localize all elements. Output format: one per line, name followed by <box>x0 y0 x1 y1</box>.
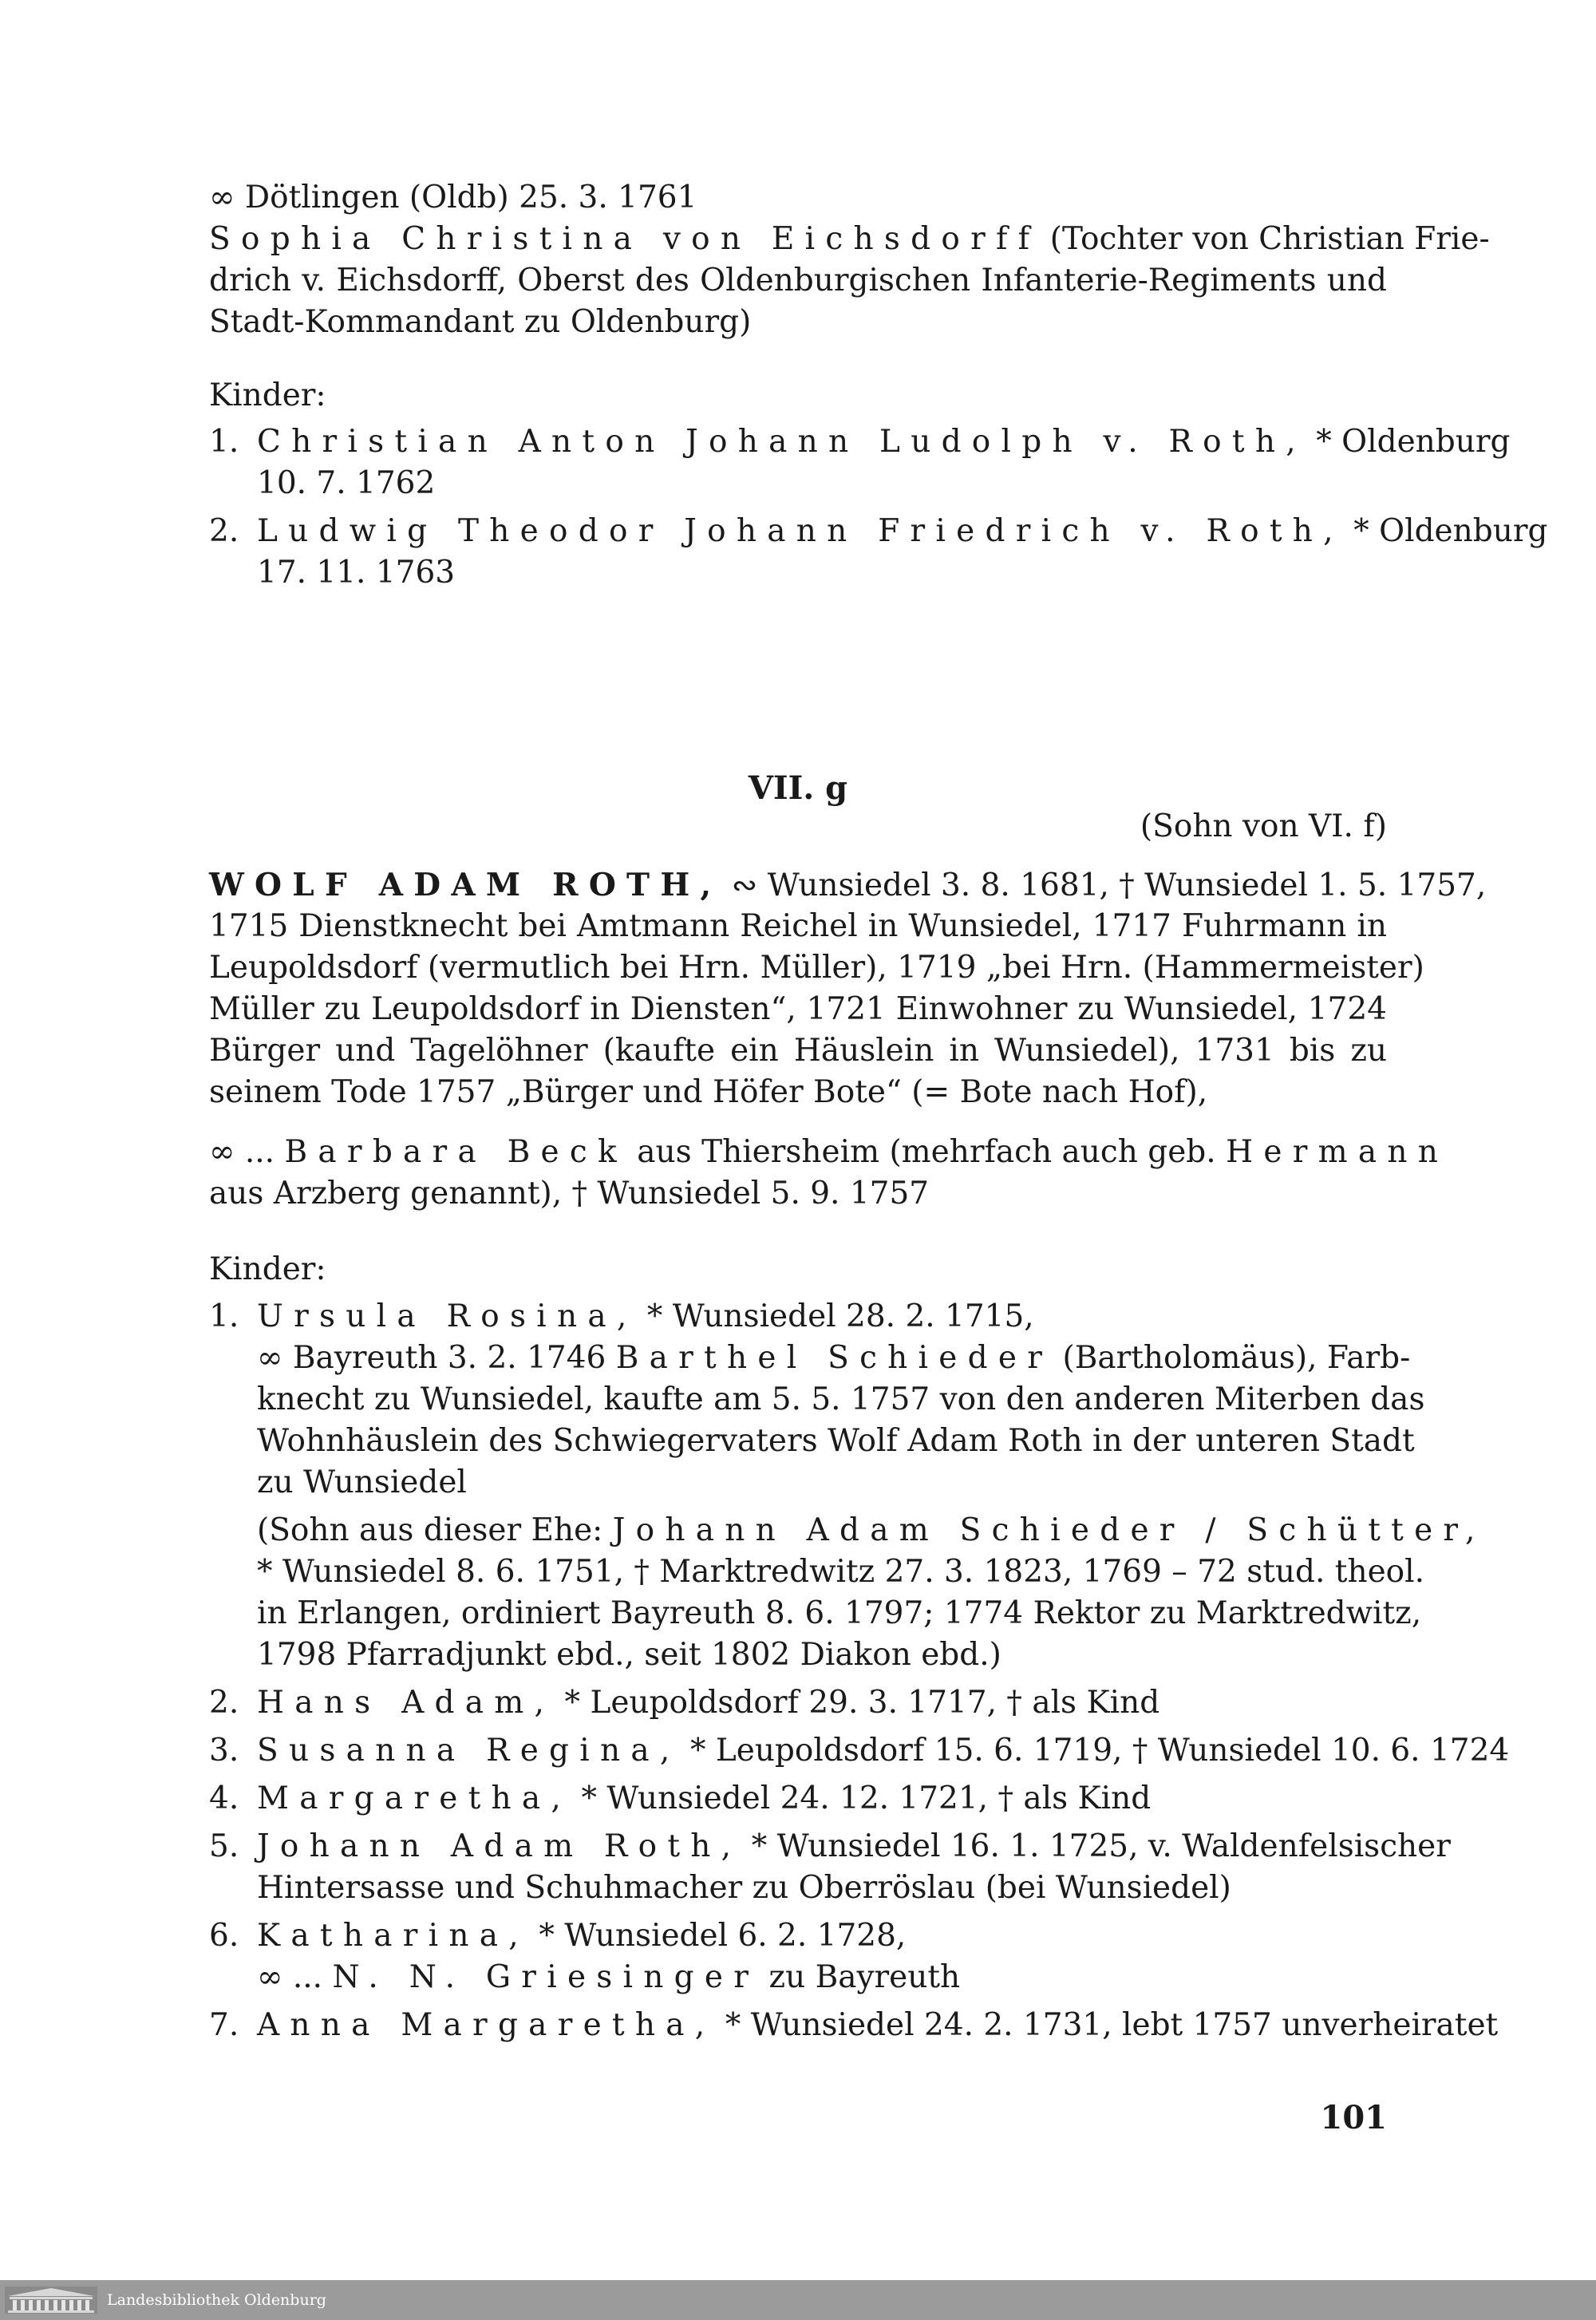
section-heading: VII. g <box>748 769 848 807</box>
spouse-detail: (Bartholomäus), Farb- <box>1053 1340 1411 1376</box>
marriage-prefix: ∞ Bayreuth 3. 2. 1746 <box>257 1340 616 1376</box>
spouse-name: Barbara Beck <box>284 1134 627 1170</box>
item-number: 4. <box>209 1781 239 1816</box>
spouse-detail: zu Bayreuth <box>759 1959 961 1995</box>
son-note-line <box>257 1510 1486 1551</box>
spouse-detail: (Tochter von Christian Frie- <box>1040 221 1490 257</box>
list-item-continuation: zu Wunsiedel <box>257 1464 467 1500</box>
child-detail: * Oldenburg <box>1343 513 1548 549</box>
spouse-name: N. N. Griesinger <box>332 1959 760 1995</box>
child-detail: * Oldenburg <box>1306 424 1511 460</box>
list-item <box>209 2005 1499 2046</box>
list-item-continuation <box>257 1957 1387 1998</box>
person-detail: ∾ Wunsiedel 3. 8. 1681, † Wunsiedel 1. 5. 1757, <box>721 868 1487 903</box>
list-item-continuation <box>257 1338 1411 1379</box>
footer-library-name: Landesbibliothek Oldenburg <box>107 2291 326 2309</box>
item-number: 1. <box>209 1298 239 1334</box>
son-name: Johann Adam Schieder / Schütter, <box>612 1512 1486 1548</box>
child-detail: * Wunsiedel 16. 1. 1725, v. Waldenfelsischer <box>741 1828 1451 1864</box>
item-number: 2. <box>209 513 239 549</box>
spouse-name: Barthel Schieder <box>615 1340 1053 1376</box>
text-line: drich v. Eichsdorff, Oberst des Oldenburgischen Infanterie-Regiments und <box>209 263 1387 298</box>
child-name: Margaretha, <box>257 1781 572 1816</box>
child-name: Johann Adam Roth, <box>257 1828 742 1864</box>
page-number: 101 <box>1320 2099 1387 2136</box>
text-line: seinem Tode 1757 „Bürger und Höfer Bote“ (= Bote nach Hof), <box>209 1074 1208 1110</box>
footer-bar <box>0 2280 1596 2320</box>
list-item <box>209 1915 1387 1957</box>
child-name: Hans Adam, <box>257 1685 555 1721</box>
text-line: 1715 Dienstknecht bei Amtmann Reichel in Wunsiedel, 1717 Fuhrmann in <box>209 908 1387 944</box>
child-name: Katharina, <box>257 1918 529 1954</box>
child-name: Susanna Regina, <box>257 1733 681 1769</box>
child-name: Ursula Rosina, <box>257 1298 638 1334</box>
library-building-icon <box>5 2286 97 2314</box>
item-number: 1. <box>209 424 239 460</box>
child-name: Christian Anton Johann Ludolph v. Roth, <box>257 424 1306 460</box>
item-number: 2. <box>209 1685 239 1721</box>
son-note-line: in Erlangen, ordiniert Bayreuth 8. 6. 1797; 1774 Rektor zu Marktredwitz, <box>257 1595 1422 1631</box>
spouse-name: Sophia Christina von Eichsdorff <box>209 221 1041 257</box>
child-detail: * Leupoldsdorf 29. 3. 1717, † als Kind <box>555 1685 1160 1721</box>
list-item-continuation: knecht zu Wunsiedel, kaufte am 5. 5. 1757 von den anderen Miterben das <box>257 1381 1425 1417</box>
child-detail: * Wunsiedel 24. 2. 1731, lebt 1757 unverheiratet <box>715 2007 1499 2043</box>
list-item <box>209 511 1548 552</box>
spouse-alt-name: Hermann <box>1226 1134 1449 1170</box>
item-number: 6. <box>209 1918 239 1954</box>
son-note-line: * Wunsiedel 8. 6. 1751, † Marktredwitz 27. 3. 1823, 1769 – 72 stud. theol. <box>257 1554 1424 1590</box>
list-item <box>209 1296 1387 1338</box>
text-line: Bürger und Tagelöhner (kaufte ein Häuslein in Wunsiedel), 1731 bis zu <box>209 1033 1387 1069</box>
marriage-line: ∞ Dötlingen (Oldb) 25. 3. 1761 <box>209 180 697 215</box>
text-line: Leupoldsdorf (vermutlich bei Hrn. Müller), 1719 „bei Hrn. (Hammermeister) <box>209 950 1424 986</box>
text-line: Müller zu Leupoldsdorf in Diensten“, 1721 Einwohner zu Wunsiedel, 1724 <box>209 991 1387 1027</box>
list-item-continuation: 17. 11. 1763 <box>257 555 456 591</box>
list-item <box>209 1778 1387 1820</box>
text-line: Stadt-Kommandant zu Oldenburg) <box>209 304 752 340</box>
item-number: 3. <box>209 1733 239 1769</box>
item-number: 5. <box>209 1828 239 1864</box>
child-detail: * Wunsiedel 28. 2. 1715, <box>637 1298 1034 1334</box>
list-item-continuation: 10. 7. 1762 <box>257 465 436 501</box>
section-subheading: (Sohn von VI. f) <box>1140 808 1387 844</box>
list-item <box>209 1730 1510 1772</box>
list-item <box>209 421 1511 463</box>
spouse-detail: aus Thiersheim (mehrfach auch geb. <box>626 1134 1227 1170</box>
children-heading: Kinder: <box>209 377 326 413</box>
list-item-continuation: Hintersasse und Schuhmacher zu Oberröslau (bei Wunsiedel) <box>257 1870 1231 1906</box>
son-note-line: 1798 Pfarradjunkt ebd., seit 1802 Diakon ebd.) <box>257 1637 1001 1673</box>
children-heading: Kinder: <box>209 1251 326 1287</box>
child-detail: * Leupoldsdorf 15. 6. 1719, † Wunsiedel 10. 6. 1724 <box>680 1733 1510 1769</box>
list-item <box>209 1682 1387 1724</box>
list-item <box>209 1826 1451 1867</box>
marriage-prefix: ∞ ... <box>209 1134 285 1170</box>
marriage-line <box>209 1132 1449 1173</box>
child-name: Ludwig Theodor Johann Friedrich v. Roth, <box>257 513 1344 549</box>
child-detail: * Wunsiedel 24. 12. 1721, † als Kind <box>571 1781 1152 1816</box>
child-name: Anna Margaretha, <box>257 2007 716 2043</box>
list-item-continuation: Wohnhäuslein des Schwiegervaters Wolf Adam Roth in der unteren Stadt <box>257 1423 1415 1459</box>
text-line: aus Arzberg genannt), † Wunsiedel 5. 9. 1757 <box>209 1176 930 1211</box>
person-name: WOLF ADAM ROTH, <box>209 867 722 903</box>
spouse-line <box>209 219 1490 260</box>
marriage-prefix: ∞ ... <box>257 1959 333 1995</box>
child-detail: * Wunsiedel 6. 2. 1728, <box>528 1918 907 1954</box>
person-heading-line <box>209 864 1487 907</box>
son-note-prefix: (Sohn aus dieser Ehe: <box>257 1512 613 1548</box>
item-number: 7. <box>209 2007 239 2043</box>
